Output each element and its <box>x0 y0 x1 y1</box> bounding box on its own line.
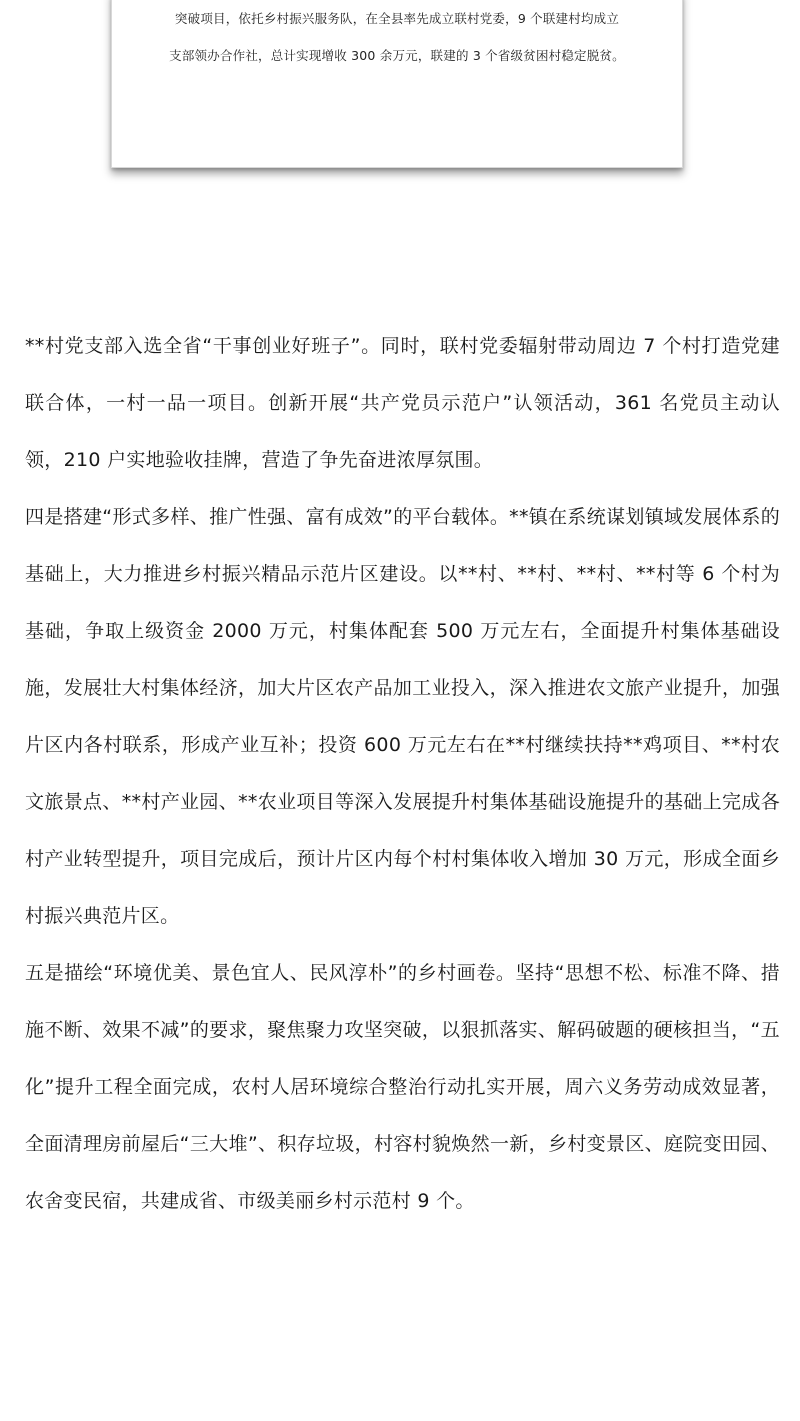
article-body <box>25 318 780 1230</box>
card-text-line-1: 突破项目，依托乡村振兴服务队，在全县率先成立联村党委，9 个联建村均成立 <box>174 11 620 26</box>
paragraph-party-branch: **村党支部入选全省“干事创业好班子”。同时，联村党委辐射带动周边 7 个村打造党建联合体，一村一品一项目。创新开展“共产党员示范户”认领活动，361 名党员主动认领，210 户实地验收挂牌，营造了争先奋进浓厚氛围。 <box>25 335 780 471</box>
paragraph-platform-carrier: 四是搭建“形式多样、推广性强、富有成效”的平台载体。**镇在系统谋划镇域发展体系的基础上，大力推进乡村振兴精品示范片区建设。以**村、**村、**村、**村等 6 个村为基础，争取上级资金 2000 万元，村集体配套 500 万元左右，全面提升村集体基础设施，发展壮大村集体经济，加大片区农产品加工业投入，深入推进农文旅产业提升，加强片区内各村联系，形成产业互补；投资 600 万元左右在**村继续扶持**鸡项目、**村农文旅景点、**村产业园、**农业项目等深入发展提升村集体基础设施提升的基础上完成各村产业转型提升，项目完成后，预计片区内每个村村集体收入增加 30 万元，形成全面乡村振兴典范片区。 <box>25 506 780 927</box>
card-text-line-2: 支部领办合作社，总计实现增收 300 余万元，联建的 3 个省级贫困村稳定脱贫。 <box>169 48 625 63</box>
paragraph-rural-scenery: 五是描绘“环境优美、景色宜人、民风淳朴”的乡村画卷。坚持“思想不松、标准不降、措施不断、效果不减”的要求，聚焦聚力攻坚突破，以狠抓落实、解码破题的硬核担当，“五化”提升工程全面完成，农村人居环境综合整治行动扎实开展，周六义务劳动成效显著，全面清理房前屋后“三大堆”、积存垃圾，村容村貌焕然一新，乡村变景区、庭院变田园、农舍变民宿，共建成省、市级美丽乡村示范村 9 个。 <box>25 962 780 1212</box>
document-page-preview <box>111 0 683 168</box>
